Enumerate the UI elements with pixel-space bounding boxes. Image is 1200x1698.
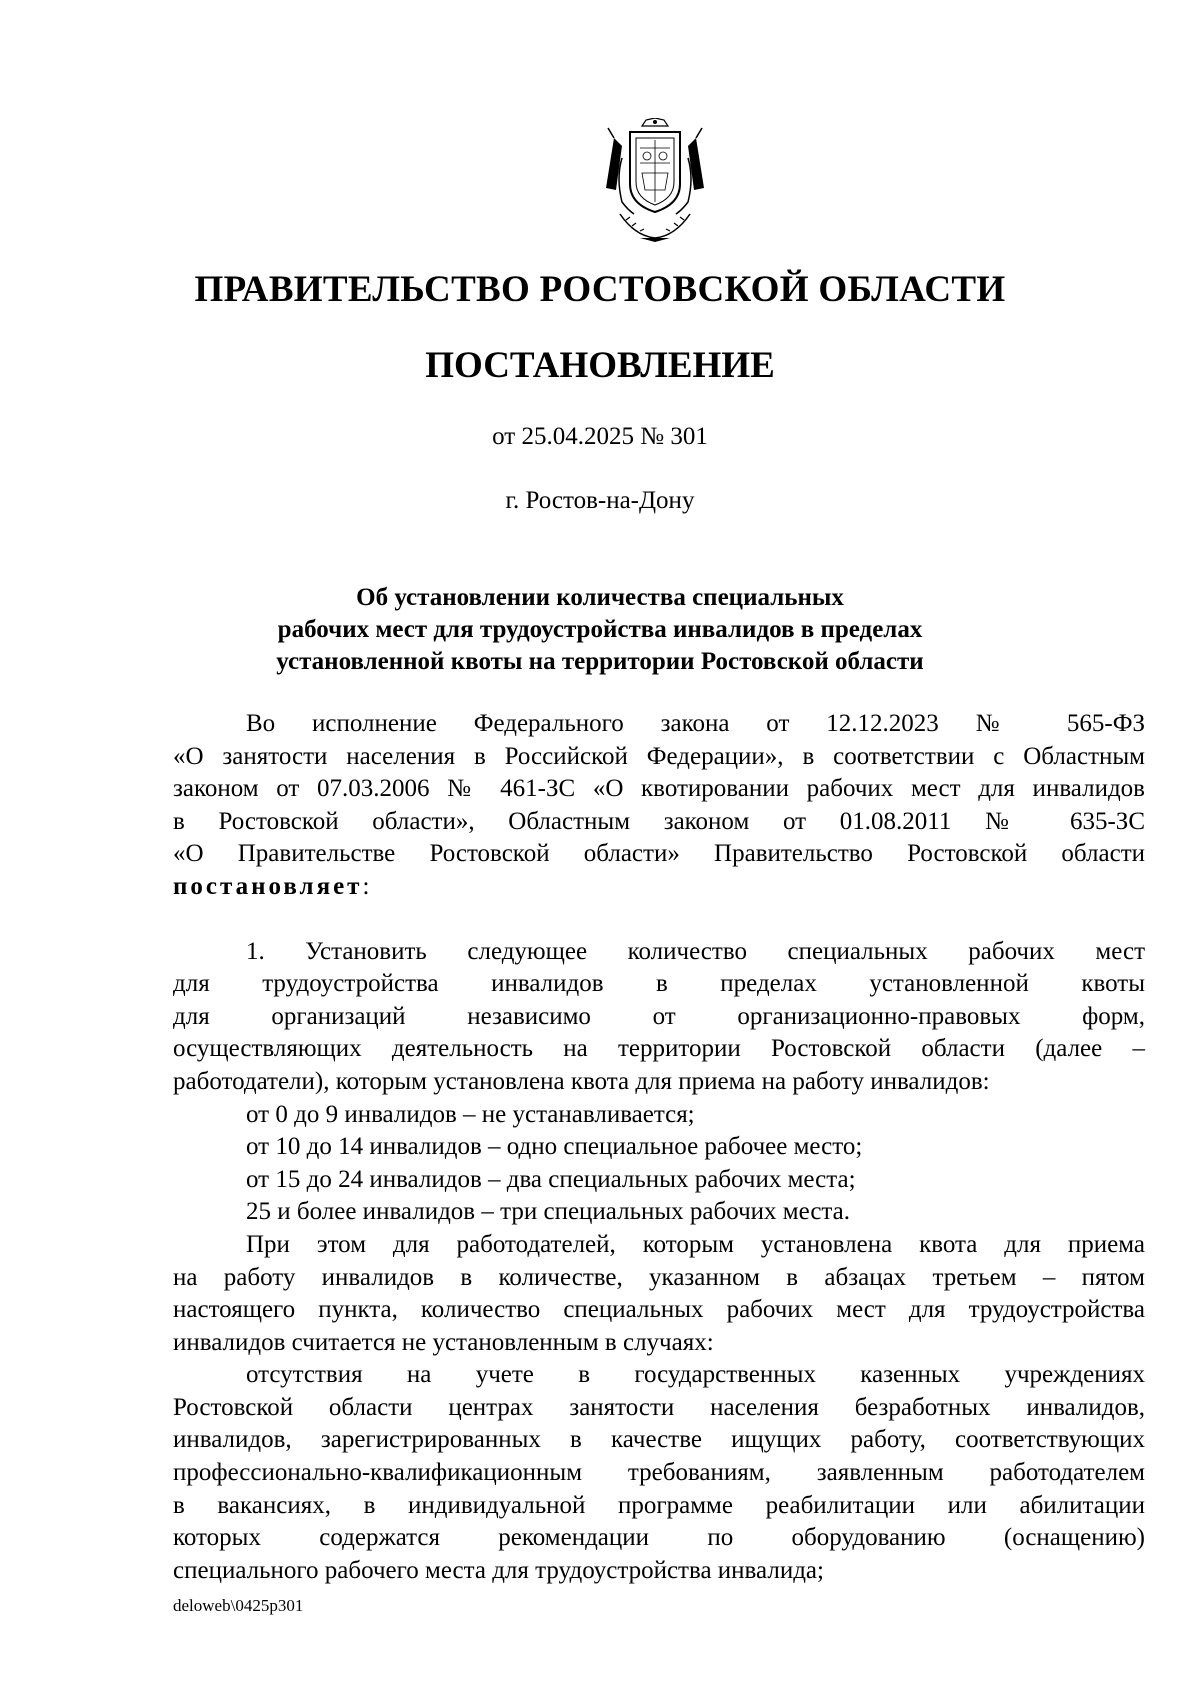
case1-line: которых содержатся рекомендации по оборудованию (оснащению) bbox=[173, 1524, 1145, 1552]
resolves-line bbox=[173, 871, 1145, 904]
preamble-line: «О занятости населения в Российской Федерации», в соответствии с Областным bbox=[173, 742, 1145, 770]
quota-range: от 15 до 24 инвалидов – два специальных рабочих места; bbox=[246, 1165, 856, 1193]
authority-name: ПРАВИТЕЛЬСТВО РОСТОВСКОЙ ОБЛАСТИ bbox=[194, 269, 1006, 310]
case1-line: в вакансиях, в индивидуальной программе реабилитации или абилитации bbox=[173, 1491, 1145, 1519]
case1-line: отсутствия на учете в государственных казенных учреждениях bbox=[246, 1361, 1145, 1389]
quota-range: от 0 до 9 инвалидов – не устанавливается; bbox=[246, 1100, 695, 1128]
document-title bbox=[200, 582, 1000, 678]
exception-line: на работу инвалидов в количестве, указанном в абзацах третьем – пятом bbox=[173, 1263, 1145, 1291]
preamble-line: законом от 07.03.2006 № 461-ЗС «О квотировании рабочих мест для инвалидов bbox=[173, 775, 1145, 803]
document-date-number: от 25.04.2025 № 301 bbox=[492, 423, 708, 450]
quota-range: 25 и более инвалидов – три специальных рабочих места. bbox=[246, 1198, 851, 1226]
case1-line: профессионально-квалификационным требованиям, заявленным работодателем bbox=[173, 1459, 1145, 1487]
document-type: ПОСТАНОВЛЕНИЕ bbox=[425, 345, 775, 386]
item1-line: осуществляющих деятельность на территории Ростовской области (далее – bbox=[173, 1035, 1145, 1063]
case1-line: инвалидов, зарегистрированных в качестве ищущих работу, соответствующих bbox=[173, 1426, 1145, 1454]
title-line: установленной квоты на территории Ростовской области bbox=[276, 648, 924, 675]
coat-of-arms-icon bbox=[600, 118, 710, 244]
resolves-colon: : bbox=[362, 872, 370, 900]
title-line: Об установлении количества специальных bbox=[356, 584, 844, 611]
exception-line: настоящего пункта, количество специальных рабочих мест для трудоустройства bbox=[173, 1296, 1145, 1324]
item1-line: 1. Установить следующее количество специальных рабочих мест bbox=[246, 937, 1145, 965]
preamble-line: «О Правительстве Ростовской области» Правительство Ростовской области bbox=[173, 840, 1145, 868]
resolves-word: постановляет bbox=[173, 872, 363, 900]
item1-line: работодатели), которым установлена квота для приема на работу инвалидов: bbox=[173, 1067, 990, 1095]
exception-line: При этом для работодателей, которым установлена квота для приема bbox=[246, 1230, 1145, 1258]
exception-line: инвалидов считается не установленным в случаях: bbox=[173, 1328, 714, 1356]
item1-line: для трудоустройства инвалидов в пределах установленной квоты bbox=[173, 970, 1145, 998]
quota-range: от 10 до 14 инвалидов – одно специальное рабочее место; bbox=[246, 1133, 863, 1161]
file-reference: deloweb\0425p301 bbox=[173, 1596, 304, 1615]
case1-line: специального рабочего места для трудоустройства инвалида; bbox=[173, 1556, 824, 1584]
preamble-line: в Ростовской области», Областным законом от 01.08.2011 № 635-ЗС bbox=[173, 807, 1145, 835]
title-line: рабочих мест для трудоустройства инвалидов в пределах bbox=[277, 616, 923, 643]
case1-line: Ростовской области центрах занятости населения безработных инвалидов, bbox=[173, 1393, 1145, 1421]
item1-line: для организаций независимо от организационно-правовых форм, bbox=[173, 1002, 1145, 1030]
preamble-line: Во исполнение Федерального закона от 12.12.2023 № 565-ФЗ bbox=[246, 710, 1145, 737]
document-city: г. Ростов-на-Дону bbox=[505, 487, 695, 514]
document-body bbox=[173, 708, 1145, 1587]
